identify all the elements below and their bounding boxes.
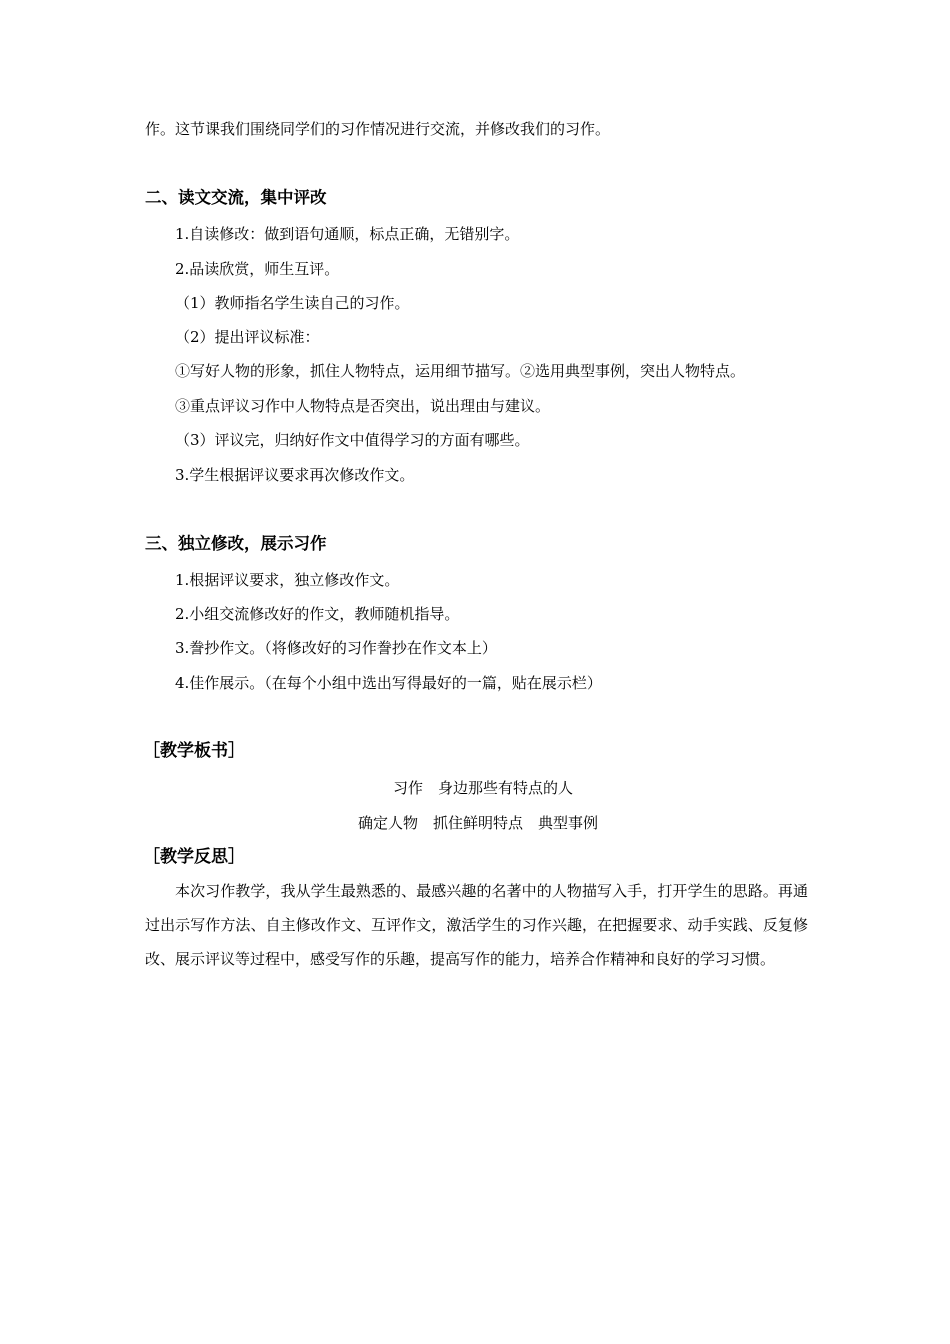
section2-item-7: （3）评议完，归纳好作文中值得学习的方面有哪些。	[175, 431, 530, 449]
board-line-2: 确定人物 抓住鲜明特点 典型事例	[358, 814, 599, 832]
section2-heading: 二、读文交流，集中评改	[145, 188, 327, 207]
section2-item-2: 2.品读欣赏，师生互评。	[175, 260, 340, 278]
board-line-1: 习作 身边那些有特点的人	[393, 779, 574, 797]
section2-item-8: 3.学生根据评议要求再次修改作文。	[175, 466, 415, 484]
section3-item-2: 2.小组交流修改好的作文，教师随机指导。	[175, 605, 460, 623]
section3-heading: 三、独立修改，展示习作	[145, 534, 327, 553]
section2-item-1: 1.自读修改：做到语句通顺，标点正确，无错别字。	[175, 225, 520, 243]
board-heading: ［教学板书］	[143, 741, 245, 761]
section2-item-5: ①写好人物的形象，抓住人物特点，运用细节描写。②选用典型事例，突出人物特点。	[175, 362, 746, 380]
section3-item-4: 4.佳作展示。（在每个小组中选出写得最好的一篇，贴在展示栏）	[175, 674, 602, 692]
section2-item-6: ③重点评议习作中人物特点是否突出，说出理由与建议。	[175, 397, 551, 415]
reflection-heading: ［教学反思］	[143, 847, 245, 867]
section3-item-1: 1.根据评议要求，独立修改作文。	[175, 571, 400, 589]
section2-item-3: （1）教师指名学生读自己的习作。	[175, 294, 410, 312]
section3-item-3: 3.誊抄作文。（将修改好的习作誊抄在作文本上）	[175, 639, 497, 657]
reflection-paragraph: 本次习作教学，我从学生最熟悉的、最感兴趣的名著中的人物描写入手，打开学生的思路。再通过出示写作方法、自主修改作文、互评作文，激活学生的习作兴趣，在把握要求、动手实践、反复修改、展示评议等过程中，感受写作的乐趣，提高写作的能力，培养合作精神和良好的学习习惯。	[145, 882, 808, 968]
section2-item-4: （2）提出评议标准：	[175, 328, 320, 346]
intro-tail-text: 作。这节课我们围绕同学们的习作情况进行交流，并修改我们的习作。	[145, 120, 611, 138]
